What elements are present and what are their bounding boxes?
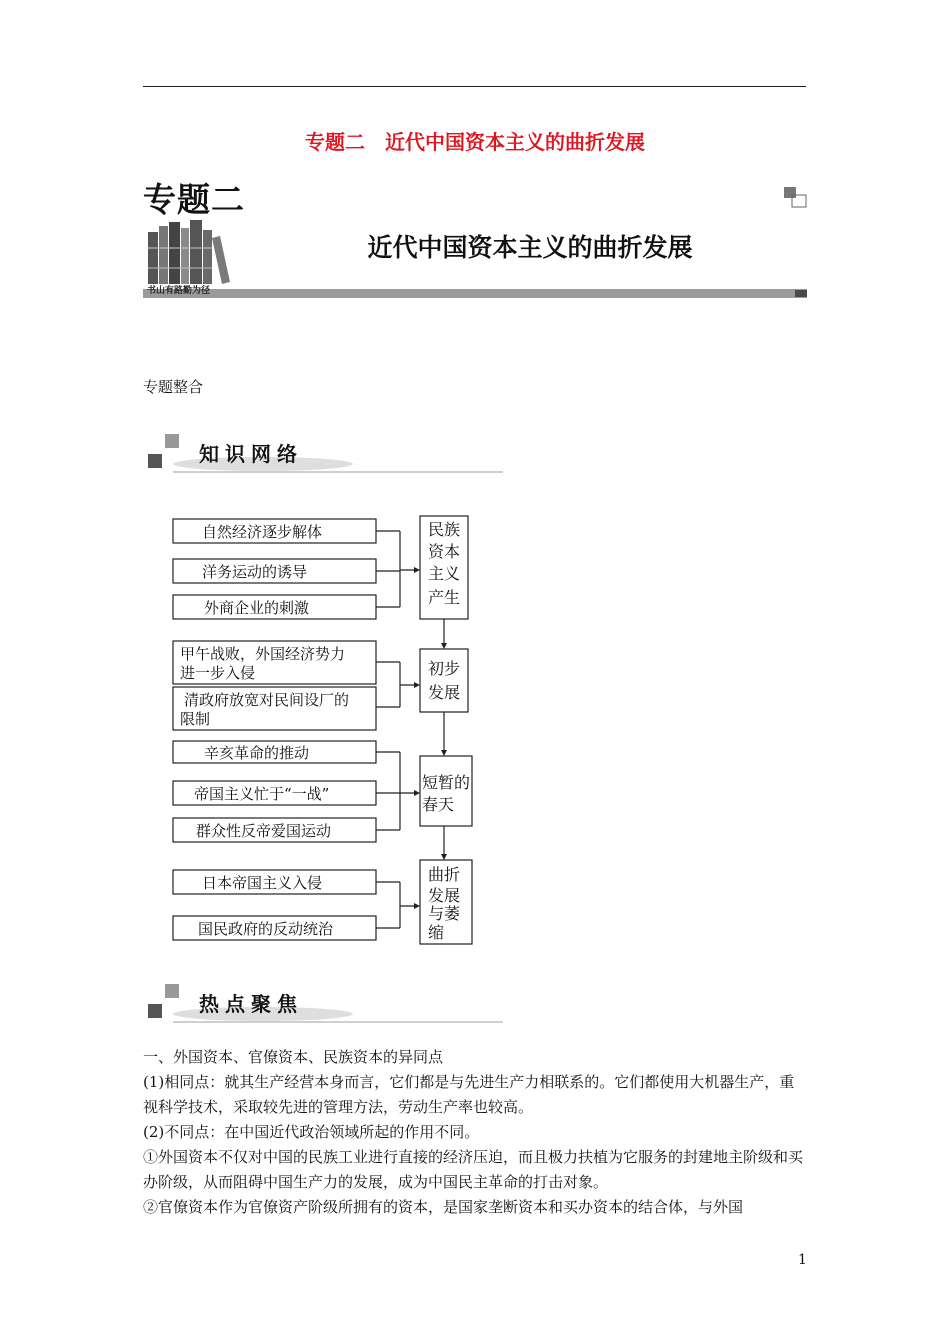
cause-text: 进一步入侵 — [180, 664, 256, 682]
banner-bar-end — [795, 290, 807, 297]
body-heading: 一、外国资本、官僚资本、民族资本的异同点 — [143, 1048, 444, 1066]
header-rule — [143, 86, 806, 87]
cause-text: 群众性反帝爱国运动 — [196, 822, 332, 840]
section-header-title: 知识网络 — [199, 442, 303, 466]
stage-text: 民族 — [428, 520, 461, 539]
banner-bar — [143, 289, 807, 298]
cause-text: 自然经济逐步解体 — [202, 523, 323, 541]
stage-text: 产生 — [428, 588, 461, 607]
stage-text: 资本 — [428, 542, 461, 561]
cause-text: 限制 — [180, 710, 211, 728]
section-header-hot-spots — [143, 982, 523, 1032]
cause-text: 外商企业的刺激 — [204, 599, 310, 617]
section-header-title: 热点聚焦 — [199, 992, 303, 1016]
section-intro: 专题整合 — [143, 378, 204, 396]
stage-text: 缩 — [428, 923, 445, 942]
stage-text: 发展 — [428, 683, 461, 702]
page-number: 1 — [798, 1252, 807, 1268]
document-title: 专题二 近代中国资本主义的曲折发展 — [305, 130, 645, 154]
stage-text: 主义 — [428, 564, 461, 583]
body-paragraph: (1)相同点：就其生产经营本身而言，它们都是与先进生产力相联系的。它们都使用大机器生产，重视科学技术，采取较先进的管理方法，劳动生产率也较高。 — [143, 1073, 795, 1116]
section-header-knowledge-network — [143, 432, 523, 482]
cause-text: 国民政府的反动统治 — [198, 920, 334, 938]
stage-text: 短暂的 — [422, 773, 471, 792]
banner-motto: 书山有路勤为径 — [147, 286, 211, 296]
body-paragraph: ②官僚资本作为官僚资产阶级所拥有的资本，是国家垄断资本和买办资本的结合体，与外国 — [143, 1198, 744, 1216]
cause-text: 辛亥革命的推动 — [204, 744, 310, 762]
stage-text: 与萎 — [428, 904, 461, 923]
cause-text: 清政府放宽对民间设厂的 — [184, 691, 350, 709]
stage-text: 发展 — [428, 886, 461, 905]
corner-squares-icon — [784, 187, 808, 209]
body-paragraph: ①外国资本不仅对中国的民族工业进行直接的经济压迫，而且极力扶植为它服务的封建地主阶级和买办阶级，从而阻碍中国生产力的发展，成为中国民主革命的打击对象。 — [143, 1148, 804, 1191]
stage-text: 曲折 — [428, 865, 461, 884]
stage-text: 春天 — [422, 795, 455, 814]
knowledge-network-diagram — [168, 510, 478, 950]
banner-topic-label: 专题二 — [143, 180, 245, 219]
stage-text: 初步 — [428, 659, 461, 678]
banner-heading: 近代中国资本主义的曲折发展 — [367, 233, 693, 262]
cause-text: 帝国主义忙于“一战” — [194, 785, 330, 803]
cause-text: 甲午战败，外国经济势力 — [180, 645, 346, 663]
body-paragraph: (2)不同点：在中国近代政治领域所起的作用不同。 — [143, 1123, 480, 1141]
cause-text: 日本帝国主义入侵 — [202, 874, 323, 892]
cause-text: 洋务运动的诱导 — [202, 563, 308, 581]
